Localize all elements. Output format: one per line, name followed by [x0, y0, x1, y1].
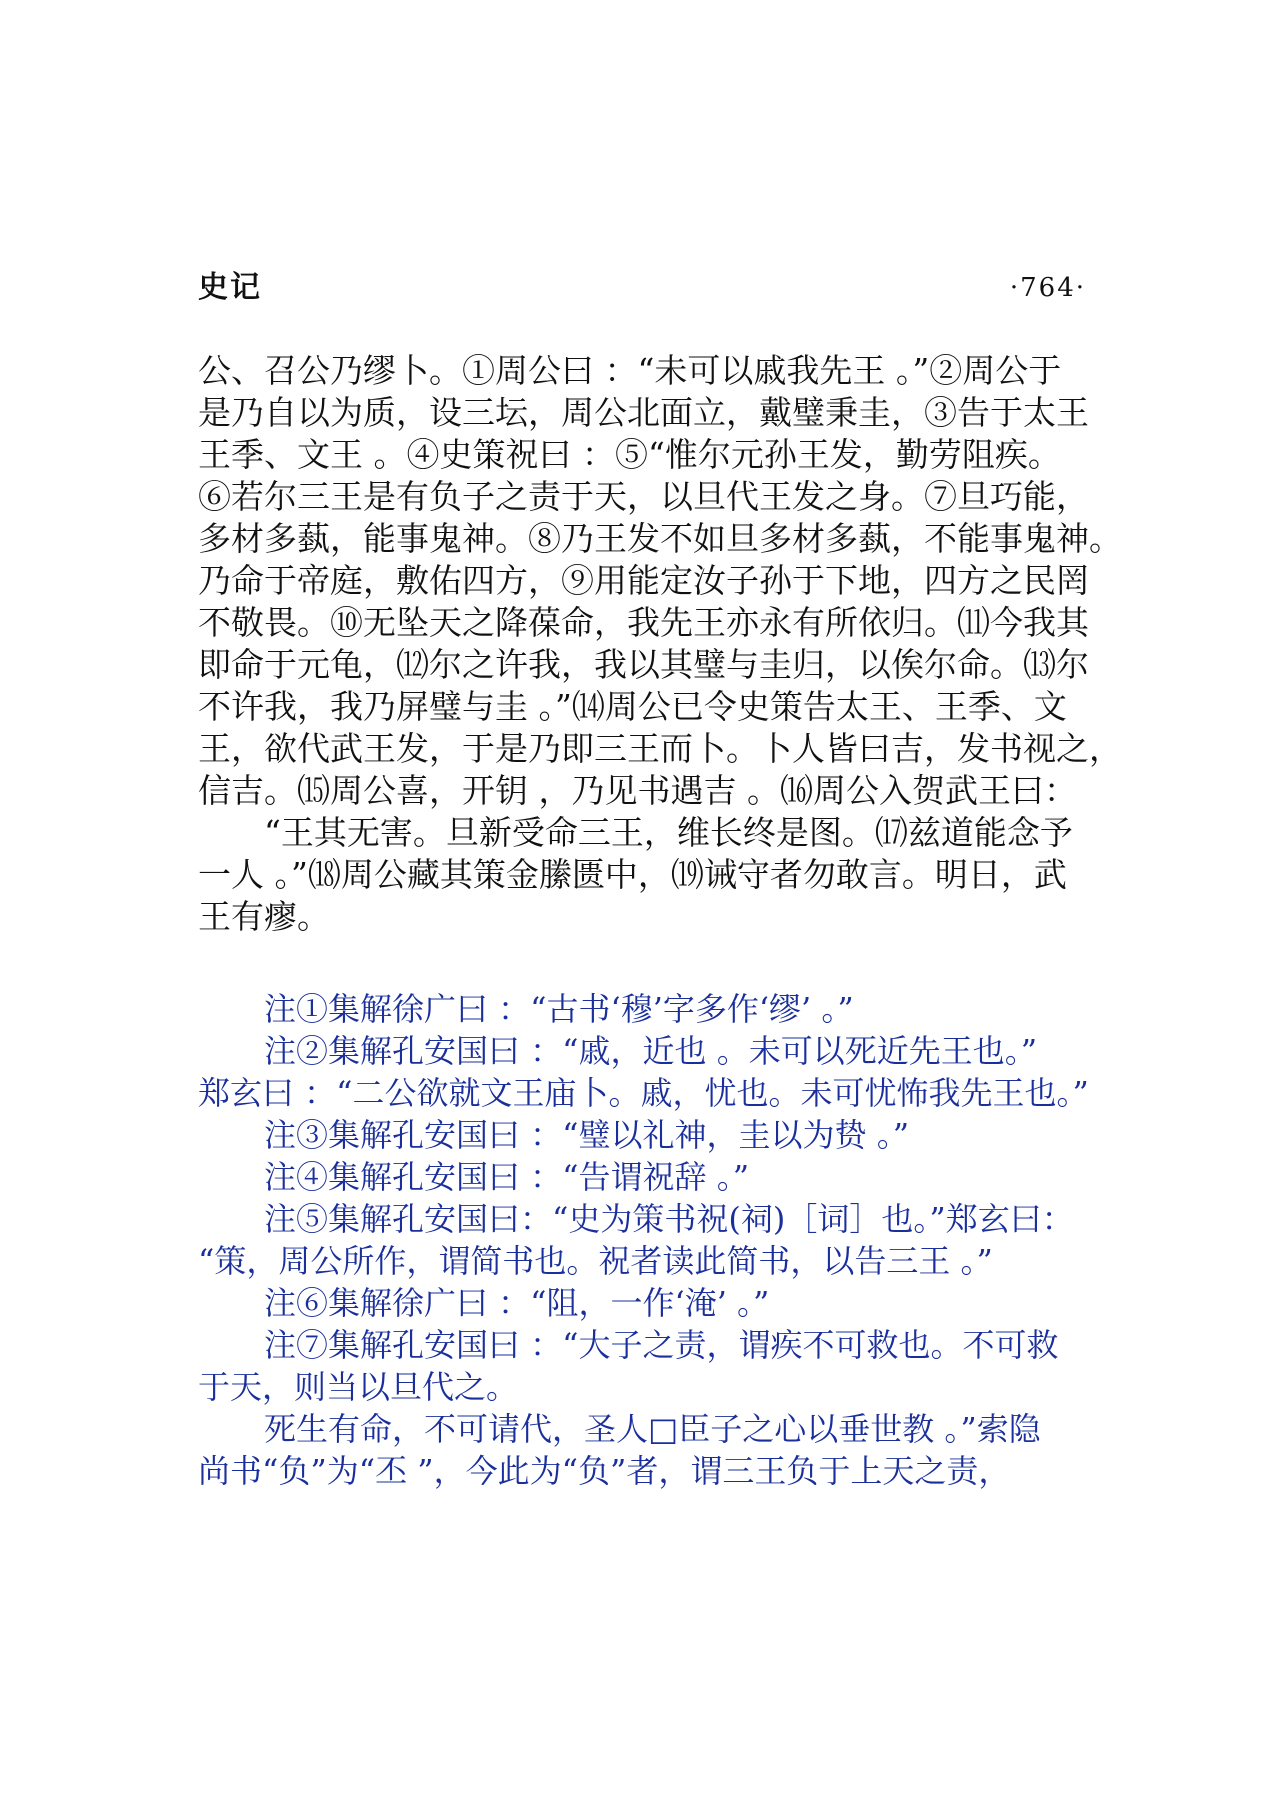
note-line: 郑玄曰 ：“二公欲就文王庙卜。戚，忧也。未可忧怖我先王也。” [198, 1074, 1089, 1112]
note-line: 于天，则当以旦代之。 [198, 1368, 519, 1406]
text-line: 公、召公乃缪卜。①周公曰 ：“未可以戚我先王 。”②周公于 [198, 351, 1062, 390]
text-line: “王其无害。旦新受命三王，维长终是图。⒄兹道能念予 [264, 813, 1073, 852]
note-line: 死生有命，不可请代，圣人□臣子之心以垂世教 。”索隐 [264, 1410, 1041, 1448]
note-line: 注⑦集解孔安国曰 ：“大子之责，谓疾不可救也。不可救 [264, 1326, 1059, 1364]
note-line: 注④集解孔安国曰 ：“告谓祝辞 。” [264, 1158, 750, 1196]
text-line: 多材多蓺，能事鬼神。⑧乃王发不如旦多材多蓺，不能事鬼神。 [198, 519, 1122, 558]
text-line: 不敬畏。⑩无坠天之降葆命，我先王亦永有所依归。⑾今我其 [198, 603, 1089, 642]
note-line: 注③集解孔安国曰 ：“璧以礼神，圭以为贽 。” [264, 1116, 910, 1154]
note-line: 注②集解孔安国曰 ：“戚，近也 。未可以死近先王也。” [264, 1032, 1038, 1070]
main-text [198, 350, 1122, 938]
book-title: 史记 [198, 270, 262, 305]
annotation-notes [198, 988, 1088, 1492]
note-line: 注⑥集解徐广曰 ：“阻，一作‘淹’ 。” [264, 1284, 770, 1322]
text-line: 信吉。⒂周公喜，开钥 ，乃见书遇吉 。⒃周公入贺武王曰： [198, 771, 1077, 810]
note-line: 尚书“负”为“丕 ”，今此为“负”者，谓三王负于上天之责， [198, 1452, 1011, 1490]
text-line: 即命于元龟，⑿尔之许我，我以其璧与圭归，以俟尔命。⒀尔 [198, 645, 1089, 684]
text-line: 王有瘳。 [198, 897, 330, 936]
text-line: 王季、文王 。④史策祝曰 ：⑤“惟尔元孙王发，勤劳阻疾。 [198, 435, 1061, 474]
note-line: 注①集解徐广曰 ：“古书‘穆’字多作‘缪’ 。” [264, 990, 854, 1028]
text-line: 不许我，我乃屏璧与圭 。”⒁周公已令史策告太王、王季、文 [198, 687, 1067, 726]
page-number: ·764· [1009, 273, 1086, 303]
text-line: 王，欲代武王发，于是乃即三王而卜。卜人皆曰吉，发书视之， [198, 729, 1122, 768]
text-line: ⑥若尔三王是有负子之责于天，以旦代王发之身。⑦旦巧能， [198, 477, 1089, 516]
note-line: 注⑤集解孔安国曰：“史为策书祝(祠)［词］也。”郑玄曰： [264, 1200, 1074, 1238]
text-line: 乃命于帝庭，敷佑四方，⑨用能定汝子孙于下地，四方之民罔 [198, 561, 1089, 600]
page-header [198, 268, 1086, 308]
text-line: 是乃自以为质，设三坛，周公北面立，戴璧秉圭，③告于太王 [198, 393, 1089, 432]
note-line: “策，周公所作，谓简书也。祝者读此简书，以告三王 。” [198, 1242, 993, 1280]
text-line: 一人 。”⒅周公藏其策金縢匮中，⒆诫守者勿敢言。明日，武 [198, 855, 1067, 894]
